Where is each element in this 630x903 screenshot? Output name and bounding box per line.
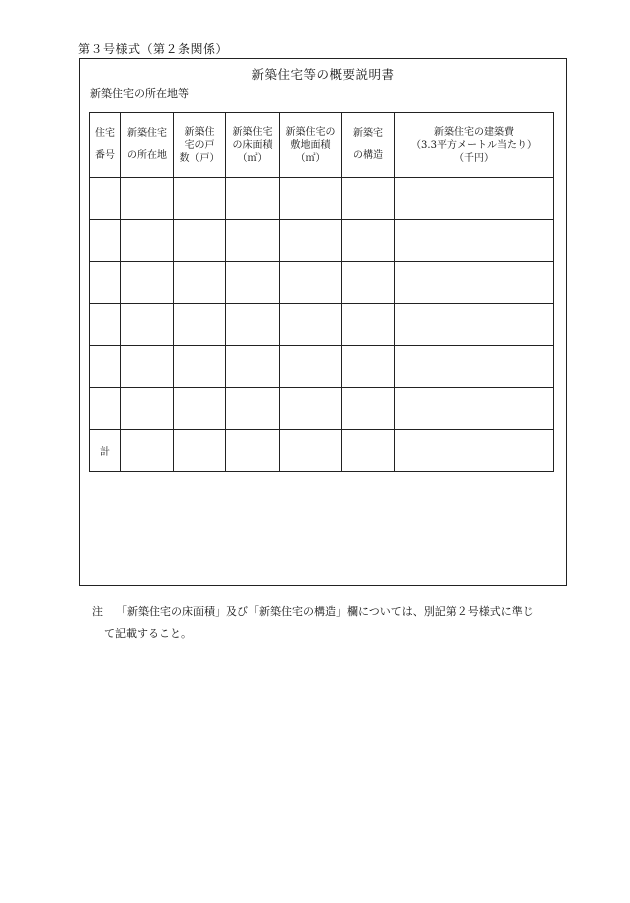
table-cell[interactable]: [226, 430, 280, 472]
header-structure: 新築宅 の構造: [342, 113, 395, 178]
table-cell[interactable]: [90, 346, 121, 388]
table-cell[interactable]: [174, 430, 226, 472]
table-row: [90, 304, 554, 346]
total-row: [90, 430, 554, 472]
table-cell[interactable]: [90, 262, 121, 304]
footnote-mark: 注: [92, 605, 103, 618]
table-cell[interactable]: [90, 178, 121, 220]
table-cell[interactable]: [280, 430, 342, 472]
table-cell[interactable]: [121, 430, 174, 472]
table-cell[interactable]: [90, 388, 121, 430]
table-header-row: [90, 113, 554, 178]
table-row: [90, 346, 554, 388]
form-number-label: 第３号様式（第２条関係）: [78, 42, 229, 56]
table-row: [90, 388, 554, 430]
total-label: 計: [90, 430, 121, 472]
table-cell[interactable]: [342, 304, 395, 346]
housing-overview-table: [89, 112, 554, 472]
table-row: [90, 178, 554, 220]
table-row: [90, 262, 554, 304]
table-cell[interactable]: [395, 220, 554, 262]
table-cell[interactable]: [342, 430, 395, 472]
table-cell[interactable]: [174, 388, 226, 430]
table-cell[interactable]: [121, 262, 174, 304]
table-cell[interactable]: [342, 388, 395, 430]
header-floor-area: 新築住宅 の床面積 （㎡）: [226, 113, 280, 178]
footnote: [92, 601, 570, 645]
table-cell[interactable]: [280, 388, 342, 430]
table-cell[interactable]: [395, 346, 554, 388]
location-section-label: 新築住宅の所在地等: [90, 87, 189, 100]
document-title: 新築住宅等の概要説明書: [251, 67, 395, 82]
table-cell[interactable]: [280, 262, 342, 304]
table-cell[interactable]: [280, 304, 342, 346]
table-cell[interactable]: [90, 304, 121, 346]
table-cell[interactable]: [174, 220, 226, 262]
table-cell[interactable]: [395, 262, 554, 304]
table-cell[interactable]: [226, 220, 280, 262]
footnote-text-1: 「新築住宅の床面積」及び「新築住宅の構造」欄については、別記第２号様式に準じ: [116, 605, 534, 618]
table-cell[interactable]: [174, 178, 226, 220]
table-cell[interactable]: [280, 346, 342, 388]
table-cell[interactable]: [280, 178, 342, 220]
table-cell[interactable]: [121, 178, 174, 220]
footnote-line-2: て記載すること。: [104, 627, 192, 640]
table-cell[interactable]: [342, 346, 395, 388]
footnote-line-1: [92, 601, 570, 623]
table-cell[interactable]: [174, 304, 226, 346]
table-cell[interactable]: [395, 304, 554, 346]
header-construction-cost: 新築住宅の建築費 （3.3平方メートル当たり） （千円）: [395, 113, 554, 178]
table-row: [90, 220, 554, 262]
table-cell[interactable]: [121, 346, 174, 388]
table-cell[interactable]: [121, 388, 174, 430]
header-location: 新築住宅 の所在地: [121, 113, 174, 178]
table-cell[interactable]: [226, 346, 280, 388]
header-site-area: 新築住宅の 敷地面積 （㎡）: [280, 113, 342, 178]
table-cell[interactable]: [226, 388, 280, 430]
header-house-number: 住宅 番号: [90, 113, 121, 178]
table-cell[interactable]: [121, 304, 174, 346]
table-cell[interactable]: [174, 262, 226, 304]
header-unit-count: 新築住 宅の戸 数（戸）: [174, 113, 226, 178]
table-cell[interactable]: [395, 430, 554, 472]
table-cell[interactable]: [395, 388, 554, 430]
table-cell[interactable]: [342, 262, 395, 304]
table-cell[interactable]: [226, 262, 280, 304]
table-cell[interactable]: [90, 220, 121, 262]
table-cell[interactable]: [395, 178, 554, 220]
table-cell[interactable]: [121, 220, 174, 262]
table-cell[interactable]: [280, 220, 342, 262]
document-frame: [79, 58, 567, 586]
table-cell[interactable]: [342, 220, 395, 262]
table-cell[interactable]: [226, 178, 280, 220]
table-cell[interactable]: [174, 346, 226, 388]
table-cell[interactable]: [342, 178, 395, 220]
table-cell[interactable]: [226, 304, 280, 346]
